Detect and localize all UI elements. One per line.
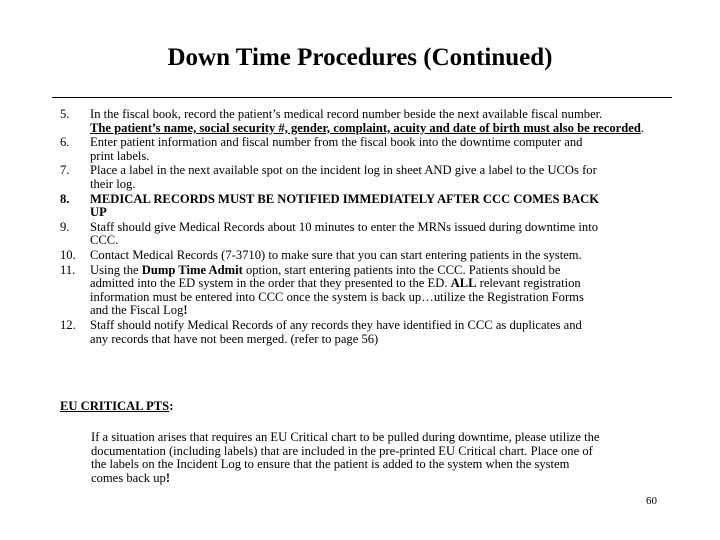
procedure-steps-list <box>60 108 660 347</box>
step-5 <box>60 108 660 135</box>
step-text-line: their log. <box>90 176 136 191</box>
step-6 <box>60 136 660 163</box>
eu-paragraph-line: the labels on the Incident Log to ensure that the patient is added to the system when the system <box>91 457 570 472</box>
exclamation-emphasis: ! <box>183 303 188 318</box>
step-text-line: any records that have not been merged. (refer to page 56) <box>90 331 379 346</box>
step-text-line <box>90 304 660 318</box>
dump-time-admit-label: Dump Time Admit <box>141 262 243 277</box>
eu-paragraph-line <box>90 472 660 486</box>
step-number: 8. <box>60 191 70 206</box>
step-12 <box>60 319 660 346</box>
step-text-line: Enter patient information and fiscal number from the fiscal book into the downtime computer and <box>90 135 583 150</box>
step-number: 12. <box>60 317 76 332</box>
step-7 <box>60 164 660 191</box>
eu-paragraph-line: If a situation arises that requires an EU Critical chart to be pulled during downtime, please utilize the <box>91 430 600 444</box>
step-number: 9. <box>60 219 70 234</box>
step-text-emphasis <box>90 122 660 136</box>
title-divider <box>52 97 672 98</box>
step-text <box>90 249 660 263</box>
step-text <box>90 221 660 248</box>
step-text-post: option, start entering patients into the CCC. Patients should be <box>242 262 561 277</box>
step-text <box>90 108 660 135</box>
eu-critical-paragraph <box>90 431 660 485</box>
step-number: 10. <box>60 247 76 262</box>
step-number: 6. <box>60 135 70 150</box>
step-number: 5. <box>60 107 70 121</box>
step-text-line: UP <box>90 205 107 220</box>
eu-critical-heading <box>60 399 173 414</box>
step-number: 7. <box>60 163 70 178</box>
step-text-line <box>90 277 660 291</box>
eu-critical-heading-colon: : <box>169 399 174 413</box>
step-number: 11. <box>60 262 76 277</box>
step-text-line: Contact Medical Records (7-3710) to make sure that you can start entering patients in the system. <box>90 247 582 262</box>
step-text-line: information must be entered into CCC once the system is back up…utilize the Registration Forms <box>90 289 584 304</box>
page-number: 60 <box>646 495 657 507</box>
step-text <box>90 136 660 163</box>
exclamation-emphasis: ! <box>165 470 171 485</box>
step-9 <box>60 221 660 248</box>
step-10 <box>60 249 660 263</box>
step-text-line: Place a label in the next available spot on the incident log in sheet AND give a label to the UCOs for <box>90 163 597 178</box>
step-text-line: MEDICAL RECORDS MUST BE NOTIFIED IMMEDIATELY AFTER CCC COMES BACK <box>90 191 600 206</box>
step-text-part: and the Fiscal Log <box>90 303 184 318</box>
step-11 <box>60 264 660 318</box>
step-8 <box>60 193 660 220</box>
step-text-line: In the fiscal book, record the patient’s medical record number beside the next available fiscal number. <box>90 107 603 121</box>
step-bold-underline-text: The patient’s name, social security #, gender, complaint, acuity and date of birth must also be recorded <box>90 120 641 135</box>
step-text-part: relevant registration <box>476 276 581 291</box>
step-text <box>90 193 660 220</box>
step-text-line: Staff should give Medical Records about 10 minutes to enter the MRNs issued during downtime into <box>90 219 598 234</box>
eu-paragraph-line: documentation (including labels) that are included in the pre-printed EU Critical chart. Place one of <box>91 443 593 458</box>
step-text <box>90 164 660 191</box>
page-title: Down Time Procedures (Continued) <box>167 44 553 71</box>
step-text-part: admitted into the ED system in the order that they presented to the ED. <box>90 276 451 291</box>
eu-paragraph-text: comes back up <box>91 470 166 485</box>
step-text-line: CCC. <box>90 233 119 248</box>
step-text-tail: . <box>640 120 644 135</box>
step-text-line <box>90 263 560 277</box>
step-text <box>90 264 660 318</box>
step-text-pre: Using the <box>90 262 142 277</box>
step-text-line: print labels. <box>90 148 150 163</box>
all-emphasis: ALL <box>450 276 477 291</box>
eu-critical-heading-label: EU CRITICAL PTS <box>60 399 170 413</box>
step-text <box>90 319 660 346</box>
step-text-line: Staff should notify Medical Records of any records they have identified in CCC as duplicates and <box>90 317 582 332</box>
